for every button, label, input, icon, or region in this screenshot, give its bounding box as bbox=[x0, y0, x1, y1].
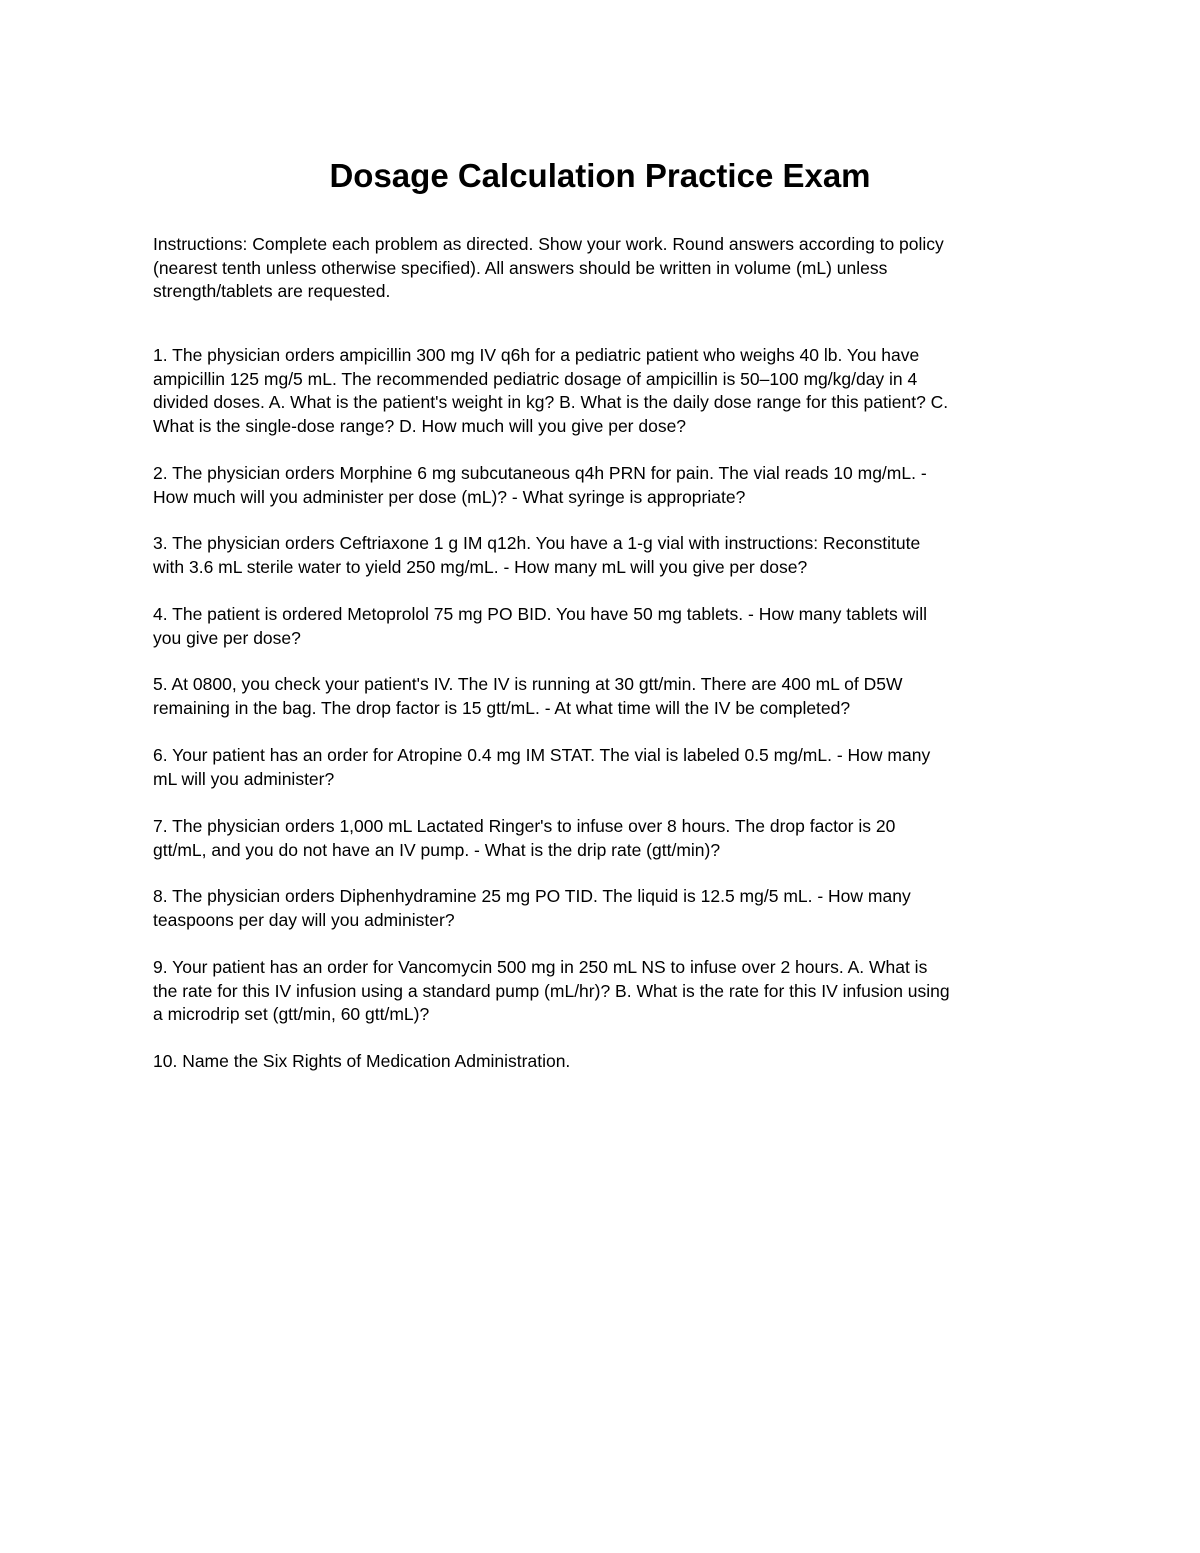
question-line: 1. The physician orders ampicillin 300 mg IV q6h for a pediatric patient who weighs 40 lb. You have bbox=[153, 345, 920, 365]
question-10 bbox=[153, 1050, 1053, 1074]
question-line: 9. Your patient has an order for Vancomycin 500 mg in 250 mL NS to infuse over 2 hours. A. What is bbox=[153, 957, 928, 977]
question-line: mL will you administer? bbox=[153, 768, 335, 789]
question-line: the rate for this IV infusion using a standard pump (mL/hr)? B. What is the rate for this IV infusion using bbox=[153, 980, 950, 1001]
question-line: remaining in the bag. The drop factor is 15 gtt/mL. - At what time will the IV be completed? bbox=[153, 697, 851, 718]
question-line: a microdrip set (gtt/min, 60 gtt/mL)? bbox=[153, 1004, 430, 1024]
question-7 bbox=[153, 815, 1053, 862]
instructions-line: (nearest tenth unless otherwise specified). All answers should be written in volume (mL) unless bbox=[153, 257, 888, 278]
question-8 bbox=[153, 885, 1053, 932]
instructions-line: strength/tablets are requested. bbox=[153, 281, 391, 301]
question-line: gtt/mL, and you do not have an IV pump. - What is the drip rate (gtt/min)? bbox=[153, 839, 721, 860]
question-line: 10. Name the Six Rights of Medication Administration. bbox=[153, 1051, 571, 1071]
question-3 bbox=[153, 532, 1053, 579]
question-line: 5. At 0800, you check your patient's IV. The IV is running at 30 gtt/min. There are 400 mL of D5W bbox=[153, 674, 903, 694]
instructions-paragraph bbox=[153, 233, 1053, 304]
instructions-line: Instructions: Complete each problem as directed. Show your work. Round answers according to policy bbox=[153, 234, 944, 254]
question-1 bbox=[153, 344, 1053, 438]
question-line: 3. The physician orders Ceftriaxone 1 g IM q12h. You have a 1-g vial with instructions: Reconstitute bbox=[153, 533, 921, 553]
question-line: How much will you administer per dose (mL)? - What syringe is appropriate? bbox=[153, 486, 746, 507]
question-line: 6. Your patient has an order for Atropine 0.4 mg IM STAT. The vial is labeled 0.5 mg/mL. - How many bbox=[153, 745, 931, 765]
question-2 bbox=[153, 462, 1053, 509]
question-line: teaspoons per day will you administer? bbox=[153, 909, 455, 930]
page-title: Dosage Calculation Practice Exam bbox=[329, 157, 871, 194]
question-line: ampicillin 125 mg/5 mL. The recommended pediatric dosage of ampicillin is 50–100 mg/kg/day in 4 bbox=[153, 368, 918, 389]
question-line: 7. The physician orders 1,000 mL Lactated Ringer's to infuse over 8 hours. The drop factor is 20 bbox=[153, 816, 896, 836]
question-line: What is the single-dose range? D. How much will you give per dose? bbox=[153, 415, 687, 436]
question-line: with 3.6 mL sterile water to yield 250 mg/mL. - How many mL will you give per dose? bbox=[153, 556, 808, 577]
question-line: 8. The physician orders Diphenhydramine 25 mg PO TID. The liquid is 12.5 mg/5 mL. - How many bbox=[153, 886, 911, 906]
question-line: 2. The physician orders Morphine 6 mg subcutaneous q4h PRN for pain. The vial reads 10 mg/mL. - bbox=[153, 463, 927, 483]
question-4 bbox=[153, 603, 1053, 650]
question-6 bbox=[153, 744, 1053, 791]
question-line: you give per dose? bbox=[153, 627, 301, 648]
question-9 bbox=[153, 956, 1053, 1027]
question-line: divided doses. A. What is the patient's weight in kg? B. What is the daily dose range for this patient? C. bbox=[153, 392, 949, 412]
question-line: 4. The patient is ordered Metoprolol 75 mg PO BID. You have 50 mg tablets. - How many tablets will bbox=[153, 604, 927, 624]
question-5 bbox=[153, 673, 1053, 720]
